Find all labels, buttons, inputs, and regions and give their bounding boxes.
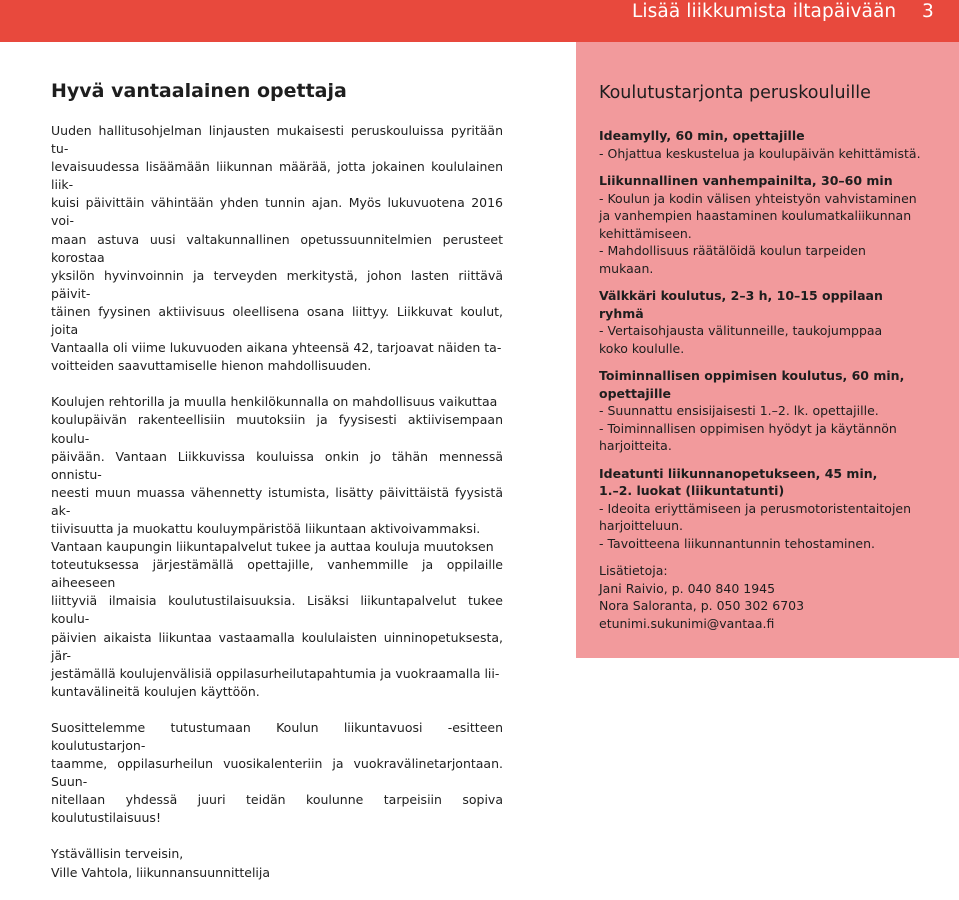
course-offering-column (599, 82, 924, 632)
course-description: - Ideoita eriyttämiseen ja perusmotoristentaitojen harjoitteluun. - Tavoitteena liikunnantunnin tehostaminen. (599, 500, 912, 551)
course-title: Ideamylly, 60 min, opettajille (599, 128, 805, 143)
course-title: Välkkäri koulutus, 2–3 h, 10–15 oppilaan ryhmä (599, 288, 883, 321)
course-item (599, 127, 924, 162)
course-description: - Ohjattua keskustelua ja koulupäivän kehittämistä. (599, 145, 921, 161)
course-item (599, 287, 924, 357)
course-title: Ideatunti liikunnanopetukseen, 45 min, 1.–2. luokat (liikuntatunti) (599, 465, 878, 498)
letter-heading: Hyvä vantaalainen opettaja (51, 80, 347, 102)
course-title: Toiminnallisen oppimisen koulutus, 60 min, opettajille (599, 368, 905, 401)
header-bar (0, 0, 959, 42)
course-description: - Suunnattu ensisijaisesti 1.–2. lk. opettajille. - Toiminnallisen oppimisen hyödyt ja käytännön harjoitteita. (599, 403, 897, 453)
header-title: Lisää liikkumista iltapäivään (632, 1, 897, 22)
letter-column (51, 80, 503, 900)
course-description: - Vertaisohjausta välitunneille, taukojumppaa koko koululle. (599, 323, 883, 356)
letter-paragraph-3: Suosittelemme tutustumaan Koulun liikuntavuosi -esitteen koulutustarjon- taamme, oppilasurheilun vuosikalenteriin ja vuokravälinetarjontaan. Suun- nitellaan yhdessä juuri teidän koulunne tarpeisiin sopiva koulutustilaisuus! (51, 719, 503, 826)
course-title: Liikunnallinen vanhempainilta, 30–60 min (599, 173, 893, 188)
course-item (599, 367, 924, 455)
letter-signature: Ystävällisin terveisin, Ville Vahtola, liikunnansuunnittelija (51, 846, 271, 880)
letter-paragraph-2: Koulujen rehtorilla ja muulla henkilökunnalla on mahdollisuus vaikuttaa koulupäivän rakenteellisiin muutoksiin ja fyysisesti aktiivisempaan koulu- päivään. Vantaan Liikkuvissa kouluissa onkin jo tähän mennessä onnistu- neesti muun muassa vähennetty istumista, lisätty päivittäistä fyysistä ak- tiivisuutta ja muokattu kouluympäristöä liikuntaan aktivoivammaksi. Vantaan kaupungin liikuntapalvelut tukee ja auttaa kouluja muutoksen toteutuksessa järjestämällä opettajille, vanhemmille ja oppilaille aiheeseen liittyviä ilmaisia koulutustilaisuuksia. Lisäksi liikuntapalvelut tukee koulu- päivien aikaista liikuntaa vastaamalla koululaisten uinninopetuksesta, jär- jestämällä koulujenvälisiä oppilasurheilutapahtumia ja vuokraamalla lii- kuntavälineitä koulujen käyttöön. (51, 394, 503, 699)
contact-info: Lisätietoja: Jani Raivio, p. 040 840 1945 Nora Saloranta, p. 050 302 6703 etunimi.sukunimi@vantaa.fi (599, 563, 805, 631)
course-item (599, 465, 924, 553)
letter-paragraph-1: Uuden hallitusohjelman linjausten mukaisesti peruskouluissa pyritään tu- levaisuudessa lisäämään liikunnan määrää, jotta jokainen koululainen liik- kuisi päivittäin vähintään yhden tunnin ajan. Myös lukuvuotena 2016 voi- maan astuva uusi valtakunnallinen opetussuunnitelmien perusteet korostaa yksilön hyvinvoinnin ja terveyden merkitystä, johon lasten riittävä päivit- täinen fyysinen aktiivisuus oleellisena osana liittyy. Liikkuvat koulut, joita Vantaalla oli viime lukuvuoden aikana yhteensä 42, tarjoavat näiden ta- voitteiden saavuttamiselle hienon mahdollisuuden. (51, 123, 503, 374)
page-number: 3 (922, 1, 934, 22)
course-offering-heading: Koulutustarjonta peruskouluille (599, 83, 871, 103)
course-item (599, 172, 924, 277)
course-description: - Koulun ja kodin välisen yhteistyön vahvistaminen ja vanhempien haastaminen koulumatkaliikunnan kehittämiseen. - Mahdollisuus räätälöidä koulun tarpeiden mukaan. (599, 190, 917, 276)
